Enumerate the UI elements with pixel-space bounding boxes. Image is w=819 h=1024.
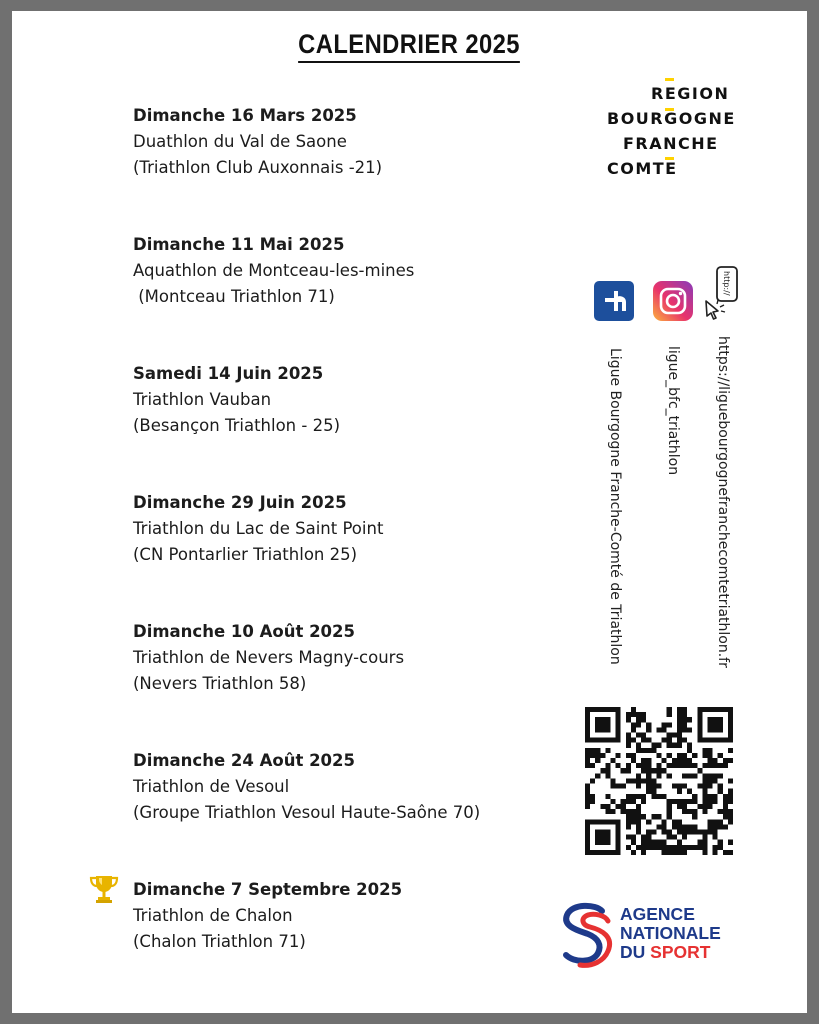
website-link[interactable]: https://liguebourgognefranchecomtetriathlon.fr xyxy=(715,336,731,668)
event-item xyxy=(133,619,404,697)
event-name: Duathlon du Val de Saone xyxy=(133,132,347,151)
event-name: Triathlon du Lac de Saint Point xyxy=(133,519,384,538)
event-date: Dimanche 16 Mars 2025 xyxy=(133,106,357,125)
event-item xyxy=(133,103,382,181)
ans-s-icon xyxy=(558,901,616,971)
event-club: (Besançon Triathlon - 25) xyxy=(133,416,341,435)
event-club: (CN Pontarlier Triathlon 25) xyxy=(133,545,358,564)
ans-logo-text: AGENCE NATIONALE DU SPORT xyxy=(620,904,721,962)
region-logo-line: FRANCHE xyxy=(623,134,719,153)
event-date: Dimanche 7 Septembre 2025 xyxy=(133,880,403,899)
region-logo-line: REGION xyxy=(651,84,730,103)
event-item xyxy=(133,490,383,568)
event-item xyxy=(133,232,414,310)
event-club: (Nevers Triathlon 58) xyxy=(133,674,307,693)
region-logo-line: COMTE xyxy=(607,159,678,178)
event-item xyxy=(133,748,480,826)
event-name: Triathlon Vauban xyxy=(133,390,272,409)
event-item xyxy=(133,361,340,439)
event-date: Dimanche 24 Août 2025 xyxy=(133,751,356,770)
event-club: (Groupe Triathlon Vesoul Haute-Saône 70) xyxy=(133,803,481,822)
event-name: Triathlon de Nevers Magny-cours xyxy=(133,648,405,667)
facebook-label[interactable]: Ligue Bourgogne Franche-Comté de Triathlon xyxy=(607,348,623,665)
event-club: (Chalon Triathlon 71) xyxy=(133,932,306,951)
instagram-label[interactable]: ligue_bfc_triathlon xyxy=(665,346,681,476)
ans-logo xyxy=(558,901,758,973)
event-name: Triathlon de Vesoul xyxy=(133,777,290,796)
qr-code[interactable] xyxy=(585,707,733,855)
page-title: CALENDRIER 2025 xyxy=(12,29,807,63)
event-club: (Montceau Triathlon 71) xyxy=(133,287,335,306)
event-name: Triathlon de Chalon xyxy=(133,906,293,925)
event-club: (Triathlon Club Auxonnais -21) xyxy=(133,158,383,177)
event-date: Samedi 14 Juin 2025 xyxy=(133,364,324,383)
facebook-icon[interactable] xyxy=(594,281,634,321)
event-date: Dimanche 10 Août 2025 xyxy=(133,622,356,641)
event-date: Dimanche 11 Mai 2025 xyxy=(133,235,345,254)
region-logo-line: BOURGOGNE xyxy=(607,109,736,128)
web-icon-label: http:// xyxy=(722,271,731,296)
instagram-icon[interactable] xyxy=(653,281,693,321)
web-cursor-icon[interactable] xyxy=(704,265,742,323)
event-name: Aquathlon de Montceau-les-mines xyxy=(133,261,415,280)
event-item xyxy=(133,877,402,955)
trophy-icon xyxy=(89,873,119,905)
region-bfc-logo xyxy=(604,75,764,178)
event-date: Dimanche 29 Juin 2025 xyxy=(133,493,347,512)
calendar-page xyxy=(12,11,807,1013)
